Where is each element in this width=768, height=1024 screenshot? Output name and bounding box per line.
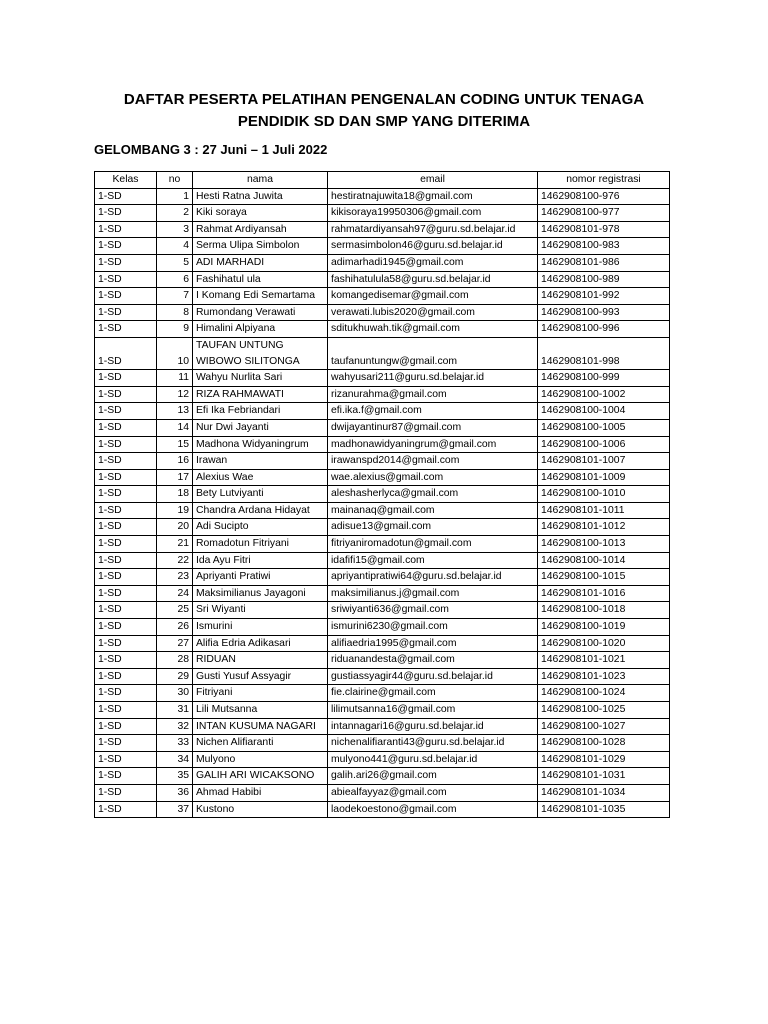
- cell-registration-number: 1462908101-978: [538, 221, 670, 238]
- cell-registration-number: 1462908100-1020: [538, 635, 670, 652]
- cell-email: adisue13@gmail.com: [328, 519, 538, 536]
- cell-email: galih.ari26@gmail.com: [328, 768, 538, 785]
- cell-registration-number: 1462908100-1024: [538, 685, 670, 702]
- cell-nama: I Komang Edi Semartama: [193, 288, 328, 305]
- cell-kelas: 1-SD: [95, 718, 157, 735]
- cell-kelas: 1-SD: [95, 635, 157, 652]
- cell-nama: Hesti Ratna Juwita: [193, 188, 328, 205]
- header-kelas: Kelas: [95, 172, 157, 189]
- cell-email: sditukhuwah.tik@gmail.com: [328, 321, 538, 338]
- header-no: no: [157, 172, 193, 189]
- cell-nama: Ismurini: [193, 619, 328, 636]
- table-row: [95, 238, 670, 255]
- cell-kelas: 1-SD: [95, 801, 157, 818]
- cell-registration-number: 1462908100-1027: [538, 718, 670, 735]
- cell-kelas: 1-SD: [95, 337, 157, 369]
- cell-no: 36: [157, 784, 193, 801]
- cell-registration-number: 1462908100-983: [538, 238, 670, 255]
- table-row: [95, 321, 670, 338]
- header-registration-number: nomor registrasi: [538, 172, 670, 189]
- cell-registration-number: 1462908100-996: [538, 321, 670, 338]
- cell-no: 9: [157, 321, 193, 338]
- cell-nama: ADI MARHADI: [193, 254, 328, 271]
- cell-email: wahyusari211@guru.sd.belajar.id: [328, 370, 538, 387]
- cell-no: 35: [157, 768, 193, 785]
- cell-nama: Nur Dwi Jayanti: [193, 419, 328, 436]
- cell-registration-number: 1462908100-1019: [538, 619, 670, 636]
- table-row: [95, 569, 670, 586]
- cell-no: 34: [157, 751, 193, 768]
- table-row: [95, 784, 670, 801]
- cell-no: 28: [157, 652, 193, 669]
- table-row: [95, 205, 670, 222]
- cell-email: ismurini6230@gmail.com: [328, 619, 538, 636]
- cell-kelas: 1-SD: [95, 585, 157, 602]
- cell-no: 20: [157, 519, 193, 536]
- cell-kelas: 1-SD: [95, 238, 157, 255]
- cell-registration-number: 1462908100-1010: [538, 486, 670, 503]
- cell-email: rahmatardiyansah97@guru.sd.belajar.id: [328, 221, 538, 238]
- table-row: [95, 668, 670, 685]
- cell-registration-number: 1462908100-1006: [538, 436, 670, 453]
- cell-nama: Madhona Widyaningrum: [193, 436, 328, 453]
- cell-registration-number: 1462908101-1007: [538, 453, 670, 470]
- cell-email: sriwiyanti636@gmail.com: [328, 602, 538, 619]
- table-row: [95, 552, 670, 569]
- cell-email: wae.alexius@gmail.com: [328, 469, 538, 486]
- table-row: [95, 403, 670, 420]
- cell-email: fie.clairine@gmail.com: [328, 685, 538, 702]
- cell-registration-number: 1462908101-1034: [538, 784, 670, 801]
- participants-table: [94, 171, 670, 818]
- header-email: email: [328, 172, 538, 189]
- cell-kelas: 1-SD: [95, 271, 157, 288]
- cell-kelas: 1-SD: [95, 486, 157, 503]
- table-row: [95, 685, 670, 702]
- cell-email: fitriyaniromadotun@gmail.com: [328, 536, 538, 553]
- cell-email: intannagari16@guru.sd.belajar.id: [328, 718, 538, 735]
- cell-email: idafifi15@gmail.com: [328, 552, 538, 569]
- cell-registration-number: 1462908101-1012: [538, 519, 670, 536]
- cell-registration-number: 1462908100-1015: [538, 569, 670, 586]
- cell-kelas: 1-SD: [95, 436, 157, 453]
- cell-no: 19: [157, 502, 193, 519]
- cell-registration-number: 1462908101-986: [538, 254, 670, 271]
- cell-nama: Maksimilianus Jayagoni: [193, 585, 328, 602]
- cell-email: nichenalifiaranti43@guru.sd.belajar.id: [328, 735, 538, 752]
- cell-email: riduanandesta@gmail.com: [328, 652, 538, 669]
- cell-nama: Rahmat Ardiyansah: [193, 221, 328, 238]
- cell-kelas: 1-SD: [95, 552, 157, 569]
- table-row: [95, 519, 670, 536]
- cell-registration-number: 1462908101-1011: [538, 502, 670, 519]
- table-row: [95, 602, 670, 619]
- table-row: [95, 751, 670, 768]
- cell-email: rizanurahma@gmail.com: [328, 386, 538, 403]
- cell-no: 26: [157, 619, 193, 636]
- cell-nama: Chandra Ardana Hidayat: [193, 502, 328, 519]
- cell-kelas: 1-SD: [95, 453, 157, 470]
- table-row: [95, 419, 670, 436]
- cell-registration-number: 1462908100-1005: [538, 419, 670, 436]
- cell-nama: TAUFAN UNTUNG WIBOWO SILITONGA: [193, 337, 328, 369]
- cell-registration-number: 1462908101-1016: [538, 585, 670, 602]
- table-row: [95, 702, 670, 719]
- cell-nama: GALIH ARI WICAKSONO: [193, 768, 328, 785]
- cell-email: komangedisemar@gmail.com: [328, 288, 538, 305]
- cell-no: 27: [157, 635, 193, 652]
- cell-registration-number: 1462908101-1031: [538, 768, 670, 785]
- cell-email: aleshasherlyca@gmail.com: [328, 486, 538, 503]
- table-row: [95, 735, 670, 752]
- table-row: [95, 619, 670, 636]
- table-row: [95, 801, 670, 818]
- cell-kelas: 1-SD: [95, 386, 157, 403]
- cell-kelas: 1-SD: [95, 502, 157, 519]
- cell-no: 14: [157, 419, 193, 436]
- cell-no: 11: [157, 370, 193, 387]
- cell-kelas: 1-SD: [95, 652, 157, 669]
- cell-email: taufanuntungw@gmail.com: [328, 337, 538, 369]
- cell-no: 6: [157, 271, 193, 288]
- cell-no: 32: [157, 718, 193, 735]
- cell-email: lilimutsanna16@gmail.com: [328, 702, 538, 719]
- cell-no: 12: [157, 386, 193, 403]
- cell-nama: Fashihatul ula: [193, 271, 328, 288]
- cell-registration-number: 1462908100-993: [538, 304, 670, 321]
- cell-no: 15: [157, 436, 193, 453]
- cell-nama: Alexius Wae: [193, 469, 328, 486]
- cell-kelas: 1-SD: [95, 536, 157, 553]
- cell-no: 22: [157, 552, 193, 569]
- cell-no: 25: [157, 602, 193, 619]
- cell-no: 23: [157, 569, 193, 586]
- cell-no: 30: [157, 685, 193, 702]
- cell-no: 8: [157, 304, 193, 321]
- cell-kelas: 1-SD: [95, 784, 157, 801]
- table-row: [95, 304, 670, 321]
- cell-no: 31: [157, 702, 193, 719]
- cell-nama: RIZA RAHMAWATI: [193, 386, 328, 403]
- cell-nama: Gusti Yusuf Assyagir: [193, 668, 328, 685]
- cell-email: abiealfayyaz@gmail.com: [328, 784, 538, 801]
- cell-nama: Apriyanti Pratiwi: [193, 569, 328, 586]
- cell-kelas: 1-SD: [95, 469, 157, 486]
- cell-registration-number: 1462908101-1021: [538, 652, 670, 669]
- cell-kelas: 1-SD: [95, 768, 157, 785]
- cell-kelas: 1-SD: [95, 205, 157, 222]
- table-row: [95, 768, 670, 785]
- cell-kelas: 1-SD: [95, 288, 157, 305]
- cell-nama: Kiki soraya: [193, 205, 328, 222]
- cell-kelas: 1-SD: [95, 751, 157, 768]
- cell-nama: Romadotun Fitriyani: [193, 536, 328, 553]
- table-row: [95, 536, 670, 553]
- cell-no: 21: [157, 536, 193, 553]
- cell-nama: Efi Ika Febriandari: [193, 403, 328, 420]
- table-body: [95, 188, 670, 818]
- cell-no: 2: [157, 205, 193, 222]
- cell-registration-number: 1462908100-999: [538, 370, 670, 387]
- cell-nama: Irawan: [193, 453, 328, 470]
- cell-nama: Nichen Alifiaranti: [193, 735, 328, 752]
- cell-no: 29: [157, 668, 193, 685]
- cell-no: 33: [157, 735, 193, 752]
- cell-no: 10: [157, 337, 193, 369]
- table-row: [95, 486, 670, 503]
- cell-registration-number: 1462908100-1014: [538, 552, 670, 569]
- cell-registration-number: 1462908100-1028: [538, 735, 670, 752]
- table-row: [95, 718, 670, 735]
- cell-nama: Fitriyani: [193, 685, 328, 702]
- cell-email: kikisoraya19950306@gmail.com: [328, 205, 538, 222]
- cell-kelas: 1-SD: [95, 321, 157, 338]
- cell-nama: Sri Wiyanti: [193, 602, 328, 619]
- cell-nama: Himalini Alpiyana: [193, 321, 328, 338]
- cell-registration-number: 1462908100-1013: [538, 536, 670, 553]
- cell-nama: Alifia Edria Adikasari: [193, 635, 328, 652]
- cell-registration-number: 1462908100-1018: [538, 602, 670, 619]
- table-row: [95, 188, 670, 205]
- cell-email: hestiratnajuwita18@gmail.com: [328, 188, 538, 205]
- cell-registration-number: 1462908101-1035: [538, 801, 670, 818]
- cell-no: 5: [157, 254, 193, 271]
- cell-email: apriyantipratiwi64@guru.sd.belajar.id: [328, 569, 538, 586]
- cell-kelas: 1-SD: [95, 735, 157, 752]
- cell-email: alifiaedria1995@gmail.com: [328, 635, 538, 652]
- cell-no: 7: [157, 288, 193, 305]
- cell-nama: Ida Ayu Fitri: [193, 552, 328, 569]
- cell-kelas: 1-SD: [95, 188, 157, 205]
- cell-kelas: 1-SD: [95, 602, 157, 619]
- table-row: [95, 469, 670, 486]
- cell-email: irawanspd2014@gmail.com: [328, 453, 538, 470]
- cell-email: adimarhadi1945@gmail.com: [328, 254, 538, 271]
- title-line-2: PENDIDIK SD DAN SMP YANG DITERIMA: [237, 113, 531, 130]
- cell-kelas: 1-SD: [95, 304, 157, 321]
- cell-email: dwijayantinur87@gmail.com: [328, 419, 538, 436]
- table-row: [95, 221, 670, 238]
- cell-kelas: 1-SD: [95, 519, 157, 536]
- cell-registration-number: 1462908101-998: [538, 337, 670, 369]
- table-row: [95, 254, 670, 271]
- cell-kelas: 1-SD: [95, 619, 157, 636]
- table-row: [95, 271, 670, 288]
- table-row: [95, 453, 670, 470]
- cell-email: mulyono441@guru.sd.belajar.id: [328, 751, 538, 768]
- cell-no: 17: [157, 469, 193, 486]
- cell-registration-number: 1462908100-977: [538, 205, 670, 222]
- cell-kelas: 1-SD: [95, 668, 157, 685]
- cell-no: 1: [157, 188, 193, 205]
- cell-no: 3: [157, 221, 193, 238]
- batch-heading: GELOMBANG 3 : 27 Juni – 1 Juli 2022: [94, 142, 328, 157]
- cell-kelas: 1-SD: [95, 685, 157, 702]
- cell-no: 16: [157, 453, 193, 470]
- cell-nama: Adi Sucipto: [193, 519, 328, 536]
- cell-email: fashihatulula58@guru.sd.belajar.id: [328, 271, 538, 288]
- table-row: [95, 585, 670, 602]
- cell-kelas: 1-SD: [95, 370, 157, 387]
- cell-registration-number: 1462908100-1002: [538, 386, 670, 403]
- cell-nama: Wahyu Nurlita Sari: [193, 370, 328, 387]
- table-row: [95, 337, 670, 369]
- table-row: [95, 288, 670, 305]
- cell-kelas: 1-SD: [95, 569, 157, 586]
- cell-kelas: 1-SD: [95, 419, 157, 436]
- table-row: [95, 502, 670, 519]
- title-line-1: DAFTAR PESERTA PELATIHAN PENGENALAN CODING UNTUK TENAGA: [123, 91, 645, 108]
- cell-email: maksimilianus.j@gmail.com: [328, 585, 538, 602]
- table-row: [95, 436, 670, 453]
- cell-registration-number: 1462908100-976: [538, 188, 670, 205]
- cell-nama: Lili Mutsanna: [193, 702, 328, 719]
- table-row: [95, 652, 670, 669]
- cell-nama: Mulyono: [193, 751, 328, 768]
- cell-kelas: 1-SD: [95, 702, 157, 719]
- cell-email: mainanaq@gmail.com: [328, 502, 538, 519]
- cell-email: laodekoestono@gmail.com: [328, 801, 538, 818]
- cell-email: verawati.lubis2020@gmail.com: [328, 304, 538, 321]
- cell-registration-number: 1462908100-1025: [538, 702, 670, 719]
- cell-no: 18: [157, 486, 193, 503]
- table-row: [95, 635, 670, 652]
- cell-nama: RIDUAN: [193, 652, 328, 669]
- cell-email: gustiassyagir44@guru.sd.belajar.id: [328, 668, 538, 685]
- table-header-row: [95, 172, 670, 189]
- header-nama: nama: [193, 172, 328, 189]
- cell-email: madhonawidyaningrum@gmail.com: [328, 436, 538, 453]
- cell-nama: Rumondang Verawati: [193, 304, 328, 321]
- cell-registration-number: 1462908100-1004: [538, 403, 670, 420]
- cell-kelas: 1-SD: [95, 221, 157, 238]
- cell-registration-number: 1462908100-989: [538, 271, 670, 288]
- cell-registration-number: 1462908101-1029: [538, 751, 670, 768]
- cell-no: 4: [157, 238, 193, 255]
- document-title: [60, 89, 708, 133]
- cell-no: 13: [157, 403, 193, 420]
- cell-nama: Ahmad Habibi: [193, 784, 328, 801]
- cell-nama: INTAN KUSUMA NAGARI: [193, 718, 328, 735]
- table-row: [95, 370, 670, 387]
- cell-registration-number: 1462908101-1023: [538, 668, 670, 685]
- cell-nama: Kustono: [193, 801, 328, 818]
- cell-email: efi.ika.f@gmail.com: [328, 403, 538, 420]
- table-row: [95, 386, 670, 403]
- cell-kelas: 1-SD: [95, 403, 157, 420]
- cell-email: sermasimbolon46@guru.sd.belajar.id: [328, 238, 538, 255]
- cell-nama: Bety Lutviyanti: [193, 486, 328, 503]
- cell-registration-number: 1462908101-992: [538, 288, 670, 305]
- cell-nama: Serma Ulipa Simbolon: [193, 238, 328, 255]
- cell-no: 24: [157, 585, 193, 602]
- cell-registration-number: 1462908101-1009: [538, 469, 670, 486]
- cell-no: 37: [157, 801, 193, 818]
- cell-kelas: 1-SD: [95, 254, 157, 271]
